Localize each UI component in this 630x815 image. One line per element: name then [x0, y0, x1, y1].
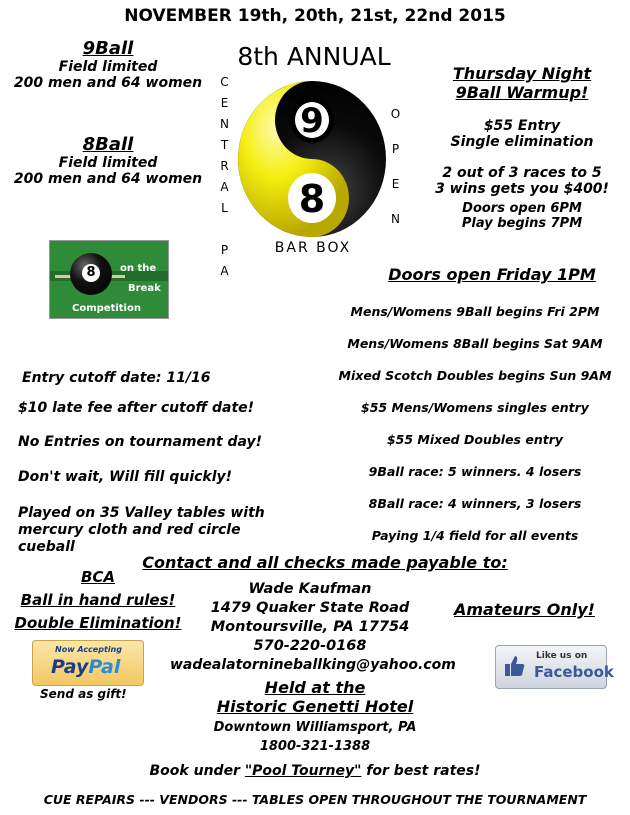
- schedule-item: Mixed Scotch Doubles begins Sun 9AM: [338, 368, 612, 383]
- hotel-block: [190, 678, 440, 754]
- thursday-race: 2 out of 3 races to 5: [442, 165, 602, 181]
- eight-ball-line2: 200 men and 64 women: [13, 171, 203, 187]
- rules-ball-in-hand: Ball in hand rules!: [20, 591, 176, 609]
- amateurs-only: Amateurs Only!: [454, 600, 595, 619]
- nine-ball-title: 9Ball: [82, 38, 134, 59]
- thumbs-up-icon: [504, 654, 526, 678]
- schedule-item: $55 Mixed Doubles entry: [386, 432, 564, 447]
- schedule-item: Mens/Womens 9Ball begins Fri 2PM: [350, 304, 600, 319]
- contact-address2: Montoursville, PA 17754: [210, 619, 410, 635]
- eight-ball-title: 8Ball: [82, 134, 134, 155]
- schedule-list: [320, 300, 630, 556]
- schedule-item: $55 Mens/Womens singles entry: [361, 400, 589, 415]
- contact-title: Contact and all checks made payable to:: [142, 553, 508, 572]
- rules-bca: BCA: [80, 568, 116, 586]
- yin-yang-ball-logo: [236, 79, 388, 239]
- contact-phone: 570-220-0168: [253, 638, 367, 654]
- rules-block: [4, 566, 192, 635]
- thursday-format: Single elimination: [450, 134, 594, 150]
- thursday-doors: Doors open 6PM: [462, 201, 582, 216]
- contact-name: Wade Kaufman: [248, 581, 372, 597]
- nine-ball-section: [8, 38, 208, 91]
- paypal-logo: PayPal: [51, 656, 121, 678]
- badge-line1: on the: [120, 263, 157, 274]
- hotel-held1: Held at the: [264, 678, 366, 697]
- badge-line3: Competition: [72, 303, 141, 314]
- contact-block: [170, 580, 456, 675]
- schedule-item: Mens/Womens 8Ball begins Sat 9AM: [347, 336, 603, 351]
- eight-ball-section: [8, 134, 208, 187]
- thursday-warmup-section: [418, 64, 626, 231]
- booking-note: Book under "Pool Tourney" for best rates!: [149, 763, 481, 779]
- facebook-small: Like us on: [536, 651, 588, 661]
- eight-ball-line1: Field limited: [58, 155, 158, 171]
- paypal-gift: Send as gift!: [40, 687, 127, 701]
- on-the-break-badge: [49, 240, 169, 319]
- nine-ball-line2: 200 men and 64 women: [13, 75, 203, 91]
- note-late-fee: $10 late fee after cutoff date!: [18, 400, 255, 416]
- paypal-badge[interactable]: [32, 640, 144, 686]
- facebook-badge[interactable]: [495, 645, 614, 689]
- central-pa-vertical: C E N T R A L P A: [220, 75, 230, 278]
- thursday-prize: 3 wins gets you $400!: [435, 181, 609, 197]
- annual-title: 8th ANNUAL: [237, 42, 391, 71]
- eight-ball-icon-number: 8: [82, 264, 100, 282]
- note-cutoff: Entry cutoff date: 11/16: [22, 370, 211, 386]
- contact-email[interactable]: wadealatornineballking@yahoo.com: [170, 657, 456, 673]
- contact-address1: 1479 Quaker State Road: [210, 600, 410, 616]
- note-no-entries: No Entries on tournament day!: [18, 434, 263, 450]
- paypal-small: Now Accepting: [55, 645, 122, 654]
- note-dont-wait: Don't wait, Will fill quickly!: [18, 469, 233, 485]
- facebook-brand: Facebook: [534, 663, 614, 681]
- schedule-item: 8Ball race: 4 winners, 3 losers: [368, 496, 582, 511]
- open-vertical: O P E N: [390, 107, 402, 226]
- doors-friday: Doors open Friday 1PM: [388, 265, 596, 284]
- note-played-on: Played on 35 Valley tables with mercury cloth and red circle cueball: [18, 505, 265, 555]
- ball-number-eight: 8: [298, 177, 326, 221]
- footer-banner: CUE REPAIRS --- VENDORS --- TABLES OPEN THROUGHOUT THE TOURNAMENT: [43, 792, 587, 807]
- thursday-entry: $55 Entry: [483, 118, 561, 134]
- nine-ball-line1: Field limited: [58, 59, 158, 75]
- schedule-item: 9Ball race: 5 winners. 4 losers: [368, 464, 582, 479]
- bar-box-label: BAR BOX: [274, 240, 352, 256]
- thursday-title1: Thursday Night: [452, 64, 592, 83]
- hotel-location: Downtown Williamsport, PA: [213, 720, 417, 735]
- hotel-phone: 1800-321-1388: [259, 739, 371, 754]
- hotel-held2: Historic Genetti Hotel: [216, 697, 414, 716]
- badge-line2: Break: [128, 283, 161, 294]
- ball-number-nine: 9: [300, 101, 324, 141]
- event-dates: NOVEMBER 19th, 20th, 21st, 22nd 2015: [124, 6, 506, 26]
- thursday-play: Play begins 7PM: [461, 216, 583, 231]
- eight-ball-icon: [70, 253, 112, 295]
- thursday-title2: 9Ball Warmup!: [455, 83, 589, 102]
- schedule-item: Paying 1/4 field for all events: [371, 528, 579, 543]
- rules-double-elim: Double Elimination!: [14, 614, 182, 632]
